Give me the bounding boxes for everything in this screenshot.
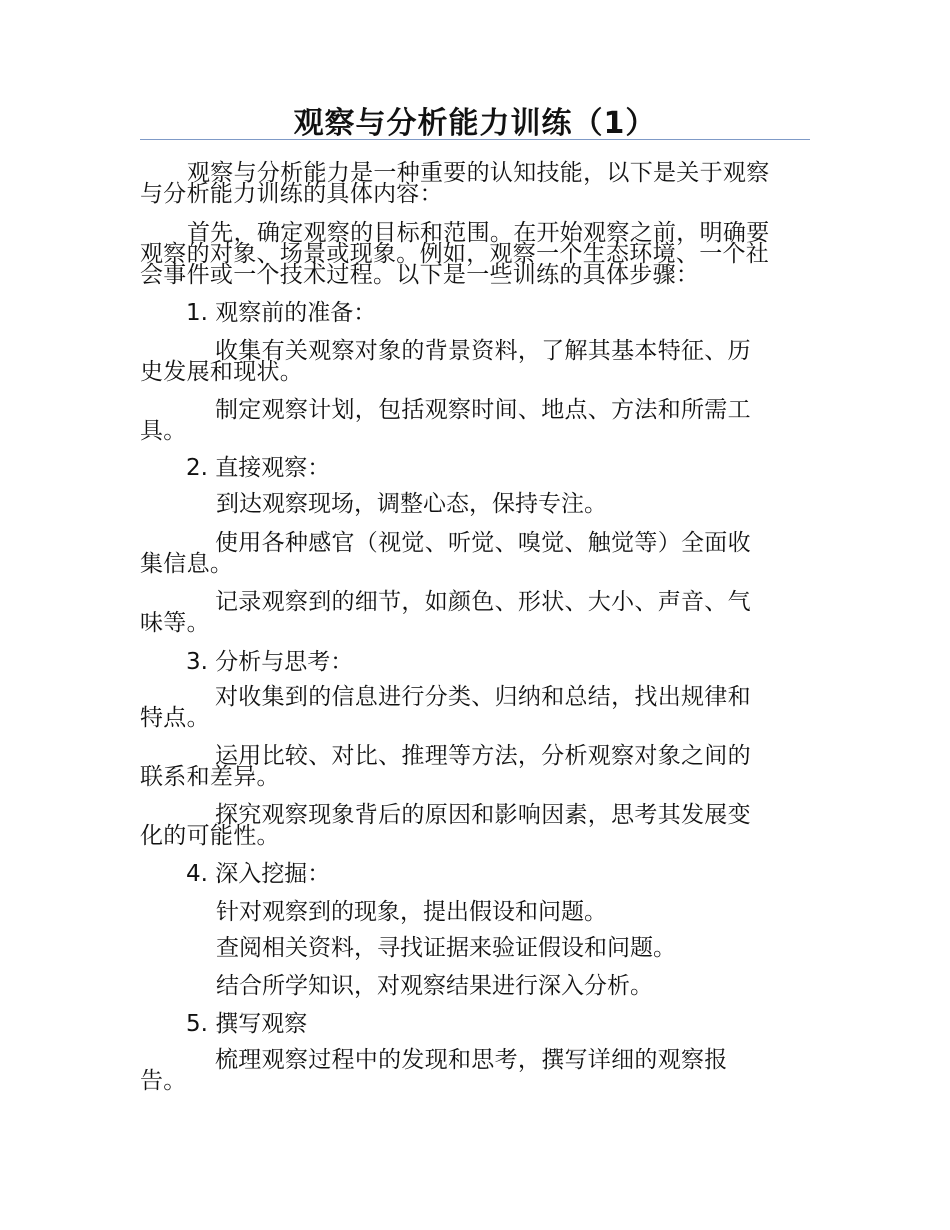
item-line-1: 使用各种感官（视觉、听觉、嗅觉、触觉等）全面收: [215, 530, 751, 556]
item-line-1: 制定观察计划，包括观察时间、地点、方法和所需工: [215, 397, 751, 423]
item-line-2: 具。: [140, 418, 187, 444]
intro-line-2: 与分析能力训练的具体内容：: [140, 181, 443, 207]
section-3-item-1: [140, 684, 751, 731]
item-line-2: 集信息。: [140, 551, 234, 577]
intro-paragraph: [140, 160, 770, 207]
intro-line-1: 观察与分析能力是一种重要的认知技能，以下是关于观察: [187, 160, 770, 186]
item-line-1: 梳理观察过程中的发现和思考，撰写详细的观察报: [215, 1047, 728, 1073]
section-4-item-1: 针对观察到的现象，提出假设和问题。: [216, 899, 607, 925]
section-2-item-2: [140, 530, 751, 577]
item-line-2: 联系和差异。: [140, 764, 280, 790]
section-4-item-3: 结合所学知识，对观察结果进行深入分析。: [216, 973, 653, 999]
first-line-3: 会事件或一个技术过程。以下是一些训练的具体步骤：: [140, 262, 700, 288]
item-line-2: 化的可能性。: [140, 823, 280, 849]
section-5-heading: 5. 撰写观察: [186, 1011, 308, 1037]
item-line-2: 告。: [140, 1068, 187, 1094]
section-5-item-1: [140, 1047, 728, 1094]
section-3-heading: 3. 分析与思考：: [186, 649, 354, 675]
item-line-1: 运用比较、对比、推理等方法，分析观察对象之间的: [215, 743, 751, 769]
section-3-item-2: [140, 743, 751, 790]
item-line-1: 记录观察到的细节，如颜色、形状、大小、声音、气: [215, 589, 751, 615]
item-line-2: 史发展和现状。: [140, 359, 304, 385]
first-line-1: 首先，确定观察的目标和范围。在开始观察之前，明确要: [187, 220, 770, 246]
item-line-1: 对收集到的信息进行分类、归纳和总结，找出规律和: [215, 684, 751, 710]
document-title: 观察与分析能力训练（1）: [293, 106, 657, 141]
section-2-heading: 2. 直接观察：: [186, 455, 331, 481]
section-2-item-1: 到达观察现场，调整心态，保持专注。: [216, 491, 607, 517]
item-line-1: 探究观察现象背后的原因和影响因素，思考其发展变: [215, 802, 751, 828]
section-1-heading: 1. 观察前的准备：: [186, 300, 377, 326]
section-1-item-1: [140, 338, 751, 385]
item-line-2: 味等。: [140, 610, 210, 636]
first-line-2: 观察的对象、场景或现象。例如，观察一个生态环境、一个社: [140, 241, 770, 267]
section-1-item-2: [140, 397, 751, 444]
first-paragraph: [140, 220, 770, 288]
title-underline: [140, 139, 810, 140]
item-line-2: 特点。: [140, 705, 210, 731]
section-2-item-3: [140, 589, 751, 636]
section-4-item-2: 查阅相关资料，寻找证据来验证假设和问题。: [216, 935, 676, 961]
section-4-heading: 4. 深入挖掘：: [186, 861, 331, 887]
section-3-item-3: [140, 802, 751, 849]
item-line-1: 收集有关观察对象的背景资料，了解其基本特征、历: [215, 338, 751, 364]
